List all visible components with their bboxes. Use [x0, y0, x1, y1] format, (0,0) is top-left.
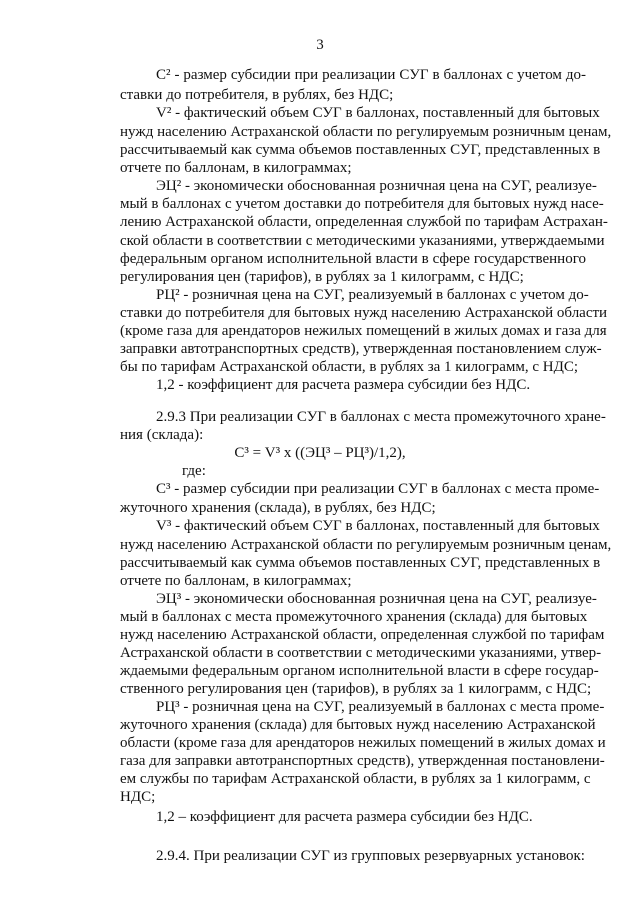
text-line: ждаемыми федеральным органом исполнительной власти в сфере государ-: [120, 663, 599, 679]
text-line: НДС;: [120, 789, 156, 805]
text-line: ставки до потребителя для бытовых нужд населению Астраханской области: [120, 305, 608, 321]
text-line: лению Астраханской области, определенная службой по тарифам Астрахан-: [120, 214, 608, 230]
text-line: РЦ² - розничная цена на СУГ, реализуемый в баллонах с учетом до-: [156, 287, 589, 303]
text-line: бы по тарифам Астраханской области, в рублях за 1 килограмм, с НДС;: [120, 359, 579, 375]
text-line: мый в баллонах с места промежуточного хранения (склада) для бытовых: [120, 609, 588, 625]
text-line: рассчитываемый как сумма объемов поставленных СУГ, представленных в: [120, 142, 601, 158]
text-line: регулирования цен (тарифов), в рублях за 1 килограмм, с НДС;: [120, 269, 524, 285]
text-line: рассчитываемый как сумма объемов поставленных СУГ, представленных в: [120, 555, 601, 571]
page-number: 3: [316, 37, 324, 53]
text-line: (кроме газа для арендаторов нежилых помещений в жилых домах и газа для: [120, 323, 607, 339]
text-line: жуточного хранения (склада), в рублях, без НДС;: [120, 500, 436, 516]
text-line: ем службы по тарифам Астраханской области, в рублях за 1 килограмм, с: [120, 771, 591, 787]
text-line: федеральным органом исполнительной власти в сфере государственного: [120, 251, 586, 267]
text-line: отчете по баллонам, в килограммах;: [120, 573, 352, 589]
text-line: ЭЦ³ - экономически обоснованная розничная цена на СУГ, реализуе-: [156, 591, 597, 607]
text-line: ственного регулирования цен (тарифов), в рублях за 1 килограмм, с НДС;: [120, 681, 592, 697]
text-line: 2.9.3 При реализации СУГ в баллонах с места промежуточного хране-: [156, 409, 606, 425]
text-line: V² - фактический объем СУГ в баллонах, поставленный для бытовых: [156, 105, 600, 121]
text-line: ЭЦ² - экономически обоснованная розничная цена на СУГ, реализуе-: [156, 178, 597, 194]
text-line: отчете по баллонам, в килограммах;: [120, 160, 352, 176]
text-line: 1,2 - коэффициент для расчета размера субсидии без НДС.: [156, 377, 531, 393]
text-line: 1,2 – коэффициент для расчета размера субсидии без НДС.: [156, 809, 533, 825]
text-line: нужд населению Астраханской области по регулируемым розничным ценам,: [120, 537, 612, 553]
text-line: С² - размер субсидии при реализации СУГ в баллонах с учетом до-: [156, 67, 586, 83]
text-line: нужд населению Астраханской области по регулируемым розничным ценам,: [120, 124, 612, 140]
text-line: ской области в соответствии с методическими указаниями, утверждаемыми: [120, 233, 605, 249]
text-line: 2.9.4. При реализации СУГ из групповых резервуарных установок:: [156, 848, 585, 864]
text-line: нужд населению Астраханской области, определенная службой по тарифам: [120, 627, 605, 643]
text-line: V³ - фактический объем СУГ в баллонах, поставленный для бытовых: [156, 518, 600, 534]
formula-line: С³ = V³ х ((ЭЦ³ – РЦ³)/1,2),: [234, 445, 406, 461]
text-line: С³ - размер субсидии при реализации СУГ в баллонах с места проме-: [156, 481, 600, 497]
text-line: где:: [182, 463, 206, 479]
text-line: жуточного хранения (склада) для бытовых нужд населению Астраханской: [120, 717, 596, 733]
text-line: области (кроме газа для арендаторов нежилых помещений в жилых домах и: [120, 735, 606, 751]
text-line: РЦ³ - розничная цена на СУГ, реализуемый в баллонах с места проме-: [156, 699, 605, 715]
text-line: мый в баллонах с учетом доставки до потребителя для бытовых нужд насе-: [120, 196, 604, 212]
text-line: ставки до потребителя, в рублях, без НДС;: [120, 87, 394, 103]
text-line: Астраханской области в соответствии с методическими указаниями, утвер-: [120, 645, 602, 661]
text-line: заправки автотранспортных средств), утвержденная постановлением служ-: [120, 341, 602, 357]
text-line: газа для заправки автотранспортных средств), утвержденная постановлени-: [120, 753, 605, 769]
text-line: ния (склада):: [120, 427, 204, 443]
